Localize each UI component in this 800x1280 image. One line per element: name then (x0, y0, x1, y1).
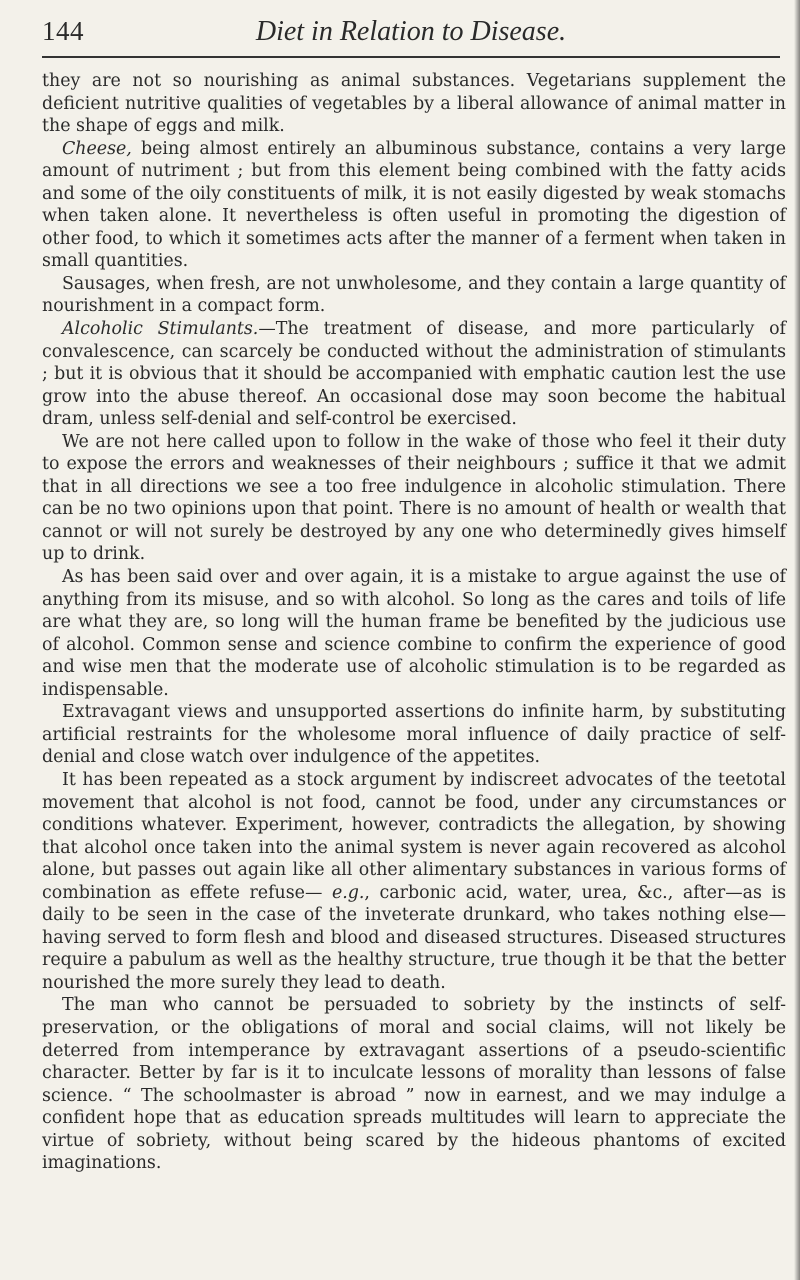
paragraph-indulgence: We are not here called upon to follow in the wake of those who feel it their duty to expose the errors and weaknesses of their neighbours ; suffice it that we admit that in all directions we see a too free indulgence in alcoholic stimulation. There can be no two opinions upon that point. There is no amount of health or wealth that cannot or will not surely be destroyed by any one who determinedly gives himself up to drink. (42, 431, 786, 565)
paragraph-extravagant-views: Extravagant views and unsupported assertions do infinite harm, by substituting artificial restraints for the wholesome moral influence of daily practice of self-denial and close watch over indulgence of the appetites. (42, 702, 786, 768)
running-title: Diet in Relation to Disease. (255, 16, 567, 47)
paragraph-misuse: As has been said over and over again, it is a mistake to argue against the use of anything from its misuse, and so with alcohol. So long as the cares and toils of life are what they are, so long will the human frame be benefited by the judicious use of alcohol. Common sense and science combine to confirm the experience of good and wise men that the moderate use of alcoholic stimulation is to be regarded as indispensable. (42, 567, 786, 700)
alcohol-food-text-b: , carbonic acid, water, urea, &c., after—as is daily to be seen in the case of the inveterate drunkard, who takes nothing else—having served to form flesh and blood and diseased structures. Diseased structures require a pabulum as well as the healthy structure, true though it be that the better nourished the more surely they lead to death. (42, 882, 786, 993)
section-heading-alcoholic-stimulants: Alcoholic Stimulants. (62, 319, 259, 340)
body-text (42, 70, 786, 1175)
page-edge-shadow (794, 0, 800, 1280)
cheese-lead-term: Cheese, (62, 138, 132, 159)
page-header (42, 16, 780, 58)
paragraph-vegetarians: they are not so nourishing as animal substances. Vegetarians supplement the deficient nutritive qualities of vegetables by a liberal allowance of animal matter in the shape of eggs and milk. (42, 71, 786, 137)
cheese-text: being almost entirely an albuminous substance, contains a very large amount of nutriment ; but from this element being combined with the fatty acids and some of the oily constituents of milk, it is not easily digested by weak stomachs when taken alone. It nevertheless is often useful in promoting the digestion of other food, to which it sometimes acts after the manner of a ferment when taken in small quantities. (42, 138, 786, 272)
eg-abbreviation: e.g. (331, 882, 365, 903)
page-number: 144 (42, 16, 84, 46)
paragraph-sausages: Sausages, when fresh, are not unwholesome, and they contain a large quantity of nourishment in a compact form. (42, 273, 786, 317)
alcoholic-stimulants-text: —The treatment of disease, and more particularly of convalescence, can scarcely be conducted without the administration of stimulants ; but it is obvious that it should be accompanied with emphatic caution lest the use grow into the abuse thereof. An occasional dose may soon become the habitual dram, unless self-denial and self-control be exercised. (42, 319, 786, 430)
paragraph-cheese (42, 138, 786, 273)
paragraph-sobriety: The man who cannot be persuaded to sobriety by the instincts of self-preservation, or the obligations of moral and social claims, will not likely be deterred from intemperance by extravagant assertions of a pseudo-scientific character. Better by far is it to inculcate lessons of morality than lessons of false science. “ The schoolmaster is abroad ” now in earnest, and we may indulge a confident hope that as education spreads multitudes will learn to appreciate the virtue of sobriety, without being scared by the hideous phantoms of excited imaginations. (42, 995, 786, 1174)
paragraph-alcoholic-stimulants (42, 318, 786, 431)
paragraph-alcohol-as-food (42, 769, 786, 994)
alcohol-food-text-a: It has been repeated as a stock argument by indiscreet advocates of the teetotal movement that alcohol is not food, cannot be food, under any circumstances or conditions whatever. Experiment, however, contradicts the allegation, by showing that alcohol once taken into the animal system is never again recovered as alcohol alone, but passes out again like all other alimentary substances in various forms of combination as effete refuse— (42, 769, 786, 903)
